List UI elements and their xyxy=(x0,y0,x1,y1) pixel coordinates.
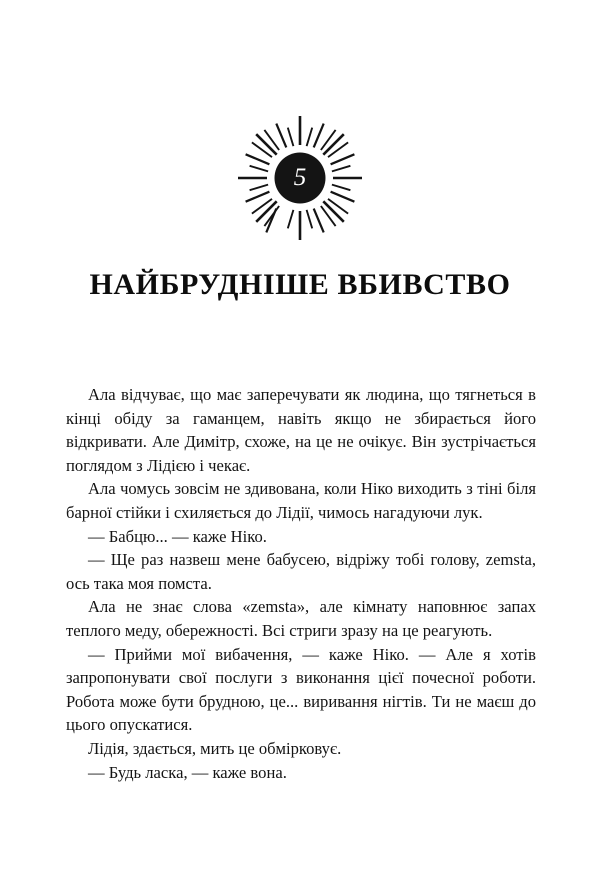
dialogue-line: — Будь ласка, — каже вона. xyxy=(88,762,287,782)
dialogue-line: — Ще раз назвеш мене бабусею, відріжу тобі голову, zemsta, ось така моя помста. xyxy=(66,550,536,593)
chapter-number: 5 xyxy=(293,164,307,191)
paragraph: Ала чомусь зовсім не здивована, коли Ніко виходить з тіні біля барної стійки і схиляється до Лідії, чимось нагадуючи лук. xyxy=(66,479,536,522)
chapter-ornament-area xyxy=(0,112,600,244)
dialogue-line: — Прийми мої вибачення, — каже Ніко. — Але я хотів запропонувати свої послуги з виконання цієї почесної роботи. Робота може бути брудною, це... виривання нігтів. Ти не маєш до цього опускатися. xyxy=(66,644,536,735)
page-bottom-margin xyxy=(0,845,600,891)
paragraph: Ала не знає слова «zemsta», але кімнату наповнює запах теплого меду, обережності. Всі стриги зразу на це реагують. xyxy=(66,597,536,640)
sun-burst-icon xyxy=(234,112,366,244)
chapter-title: НАЙБРУДНІШЕ ВБИВСТВО xyxy=(89,268,511,302)
paragraph: Ала відчуває, що має заперечувати як людина, що тягнеться в кінці обіду за гаманцем, навіть якщо не збирається його відкривати. Але Димітр, схоже, на це не очікує. Він зустрічається поглядом з Лідією і чекає. xyxy=(66,385,536,475)
paragraph: Лідія, здається, мить це обмірковує. xyxy=(88,738,342,758)
dialogue-line: — Бабцю... — каже Ніко. xyxy=(88,526,267,546)
body-text xyxy=(66,383,536,784)
